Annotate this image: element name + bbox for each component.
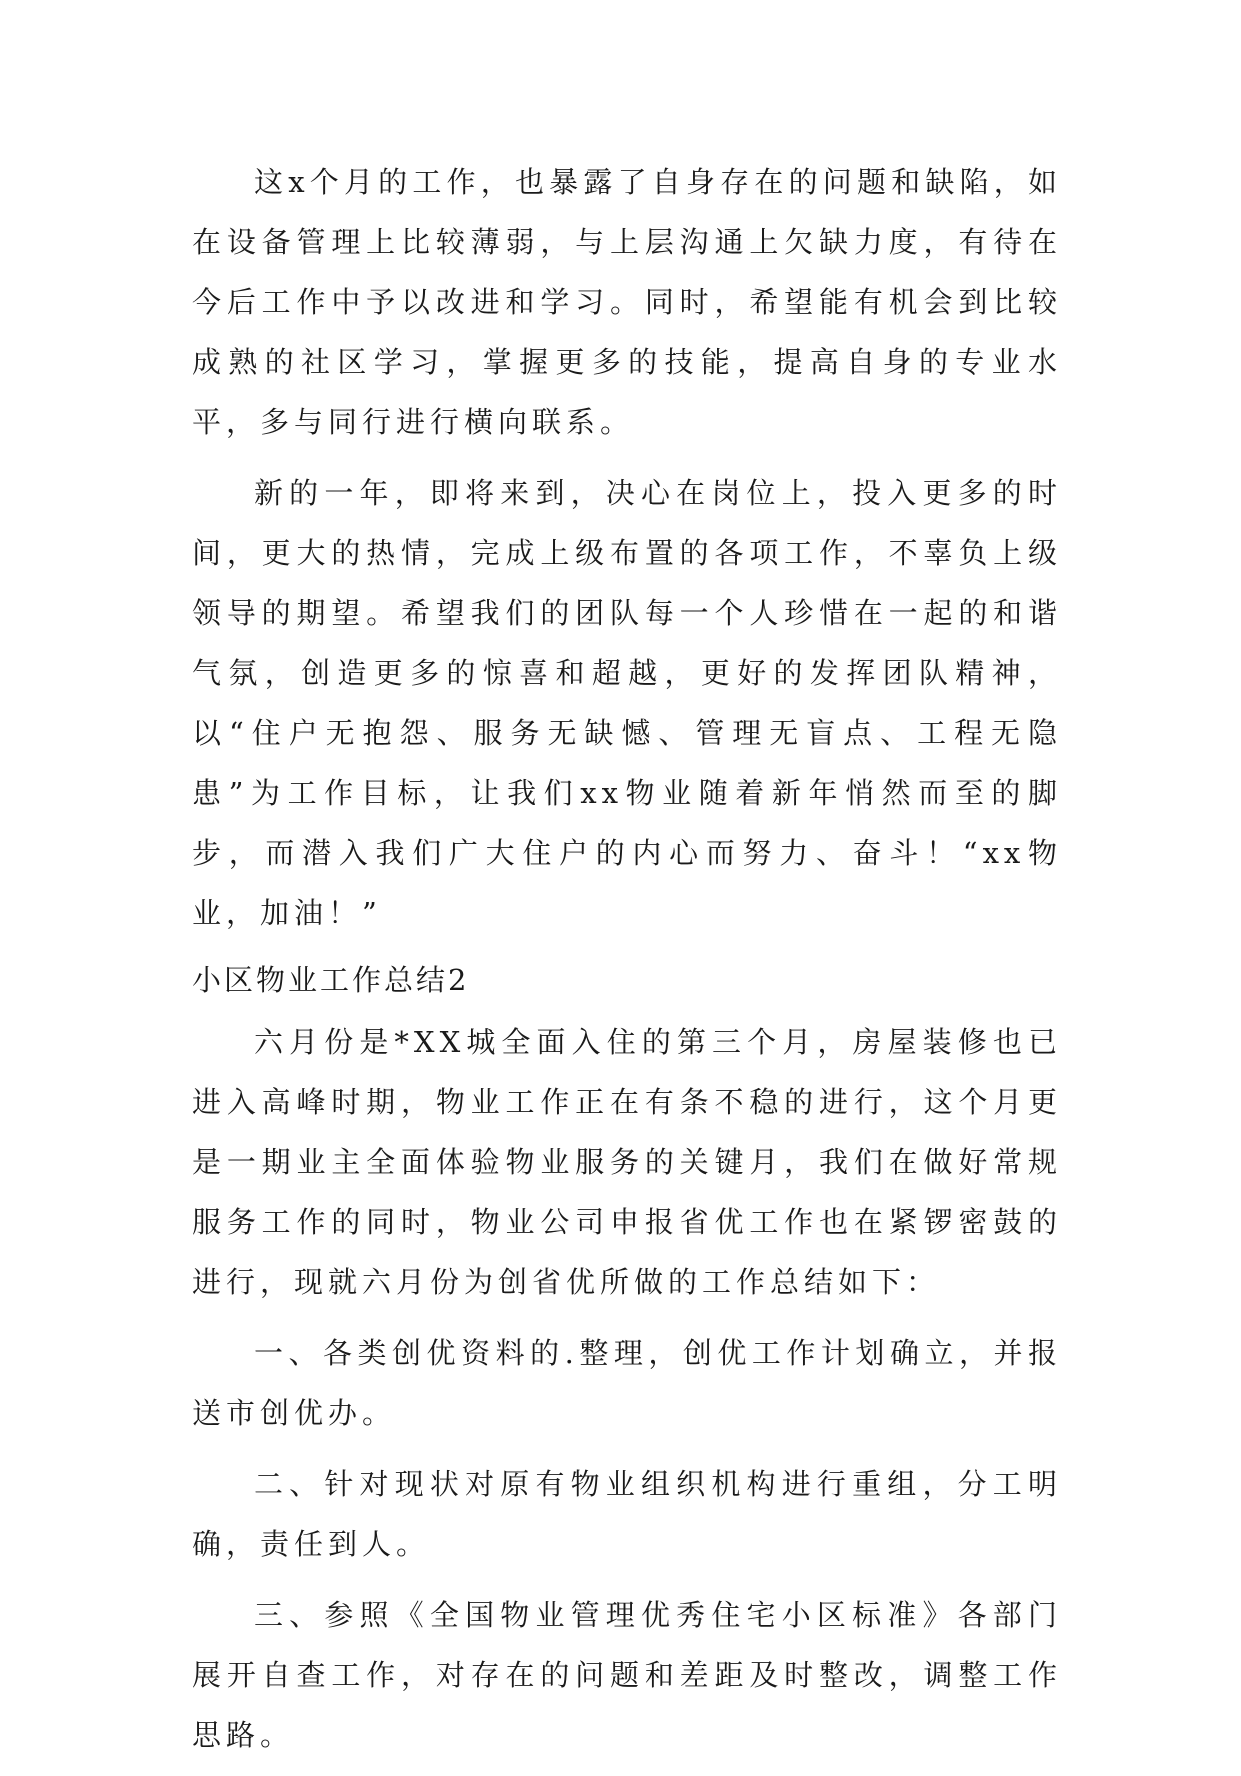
paragraph-item-3: 三、参照《全国物业管理优秀住宅小区标准》各部门展开自查工作，对存在的问题和差距及时整改，调整工作思路。 [192,1598,1062,1752]
section-title: 小区物业工作总结2 [192,963,470,997]
document-page [192,152,1062,1776]
paragraph-new-year: 新的一年，即将来到，决心在岗位上，投入更多的时间，更大的热情，完成上级布置的各项工作，不辜负上级领导的期望。希望我们的团队每一个人珍惜在一起的和谐气氛，创造更多的惊喜和超越，更好的发挥团队精神，以“住户无抱怨、服务无缺憾、管理无盲点、工程无隐患”为工作目标，让我们xx物业随着新年悄然而至的脚步，而潜入我们广大住户的内心而努力、奋斗！“xx物业，加油！” [192,476,1062,930]
paragraph-june-summary: 六月份是*XX城全面入住的第三个月，房屋装修也已进入高峰时期，物业工作正在有条不稳的进行，这个月更是一期业主全面体验物业服务的关键月，我们在做好常规服务工作的同时，物业公司申报省优工作也在紧锣密鼓的进行，现就六月份为创省优所做的工作总结如下： [192,1025,1062,1299]
paragraph-item-1: 一、各类创优资料的.整理，创优工作计划确立，并报送市创优办。 [192,1336,1062,1430]
paragraph-problems: 这x个月的工作，也暴露了自身存在的问题和缺陷，如在设备管理上比较薄弱，与上层沟通上欠缺力度，有待在今后工作中予以改进和学习。同时，希望能有机会到比较成熟的社区学习，掌握更多的技能，提高自身的专业水平，多与同行进行横向联系。 [192,165,1062,439]
paragraph-item-2: 二、针对现状对原有物业组织机构进行重组，分工明确，责任到人。 [192,1467,1062,1561]
